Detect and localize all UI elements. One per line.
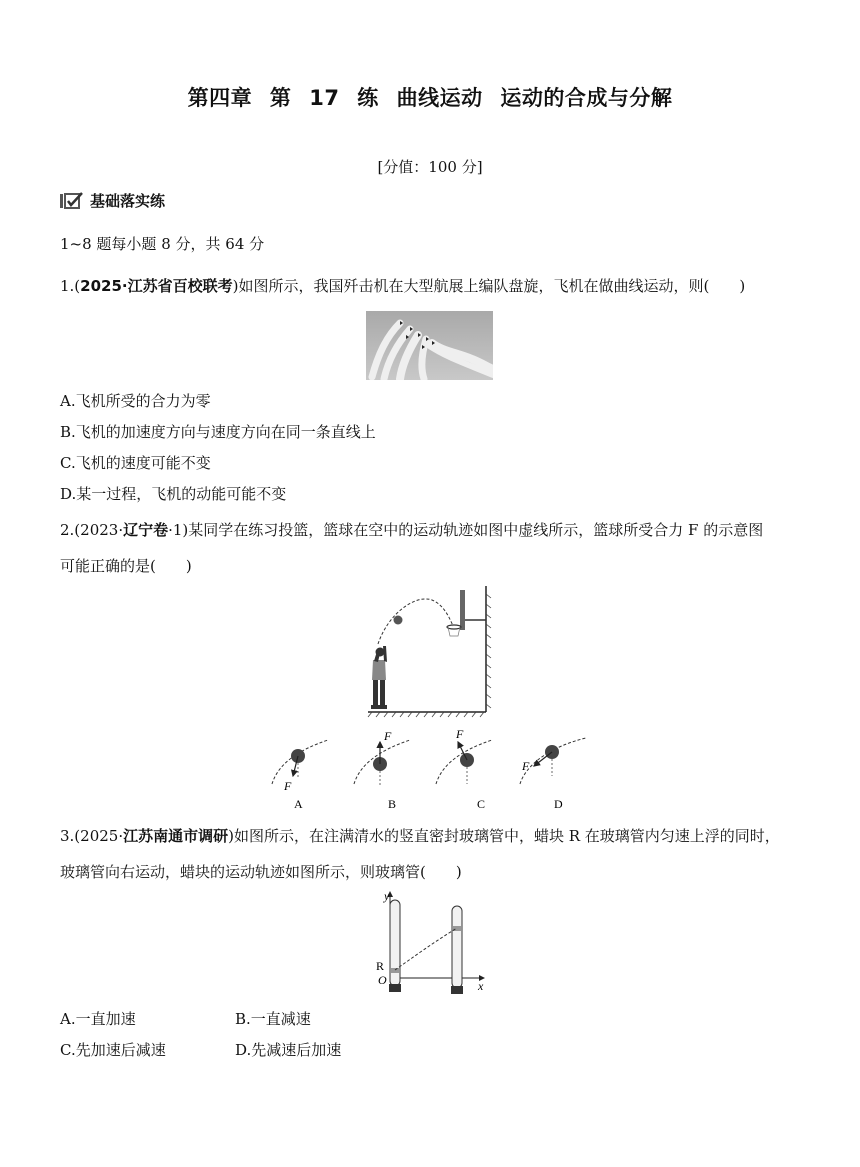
q1-stem [60,276,745,296]
choice-a-diagram [272,740,328,811]
choice-d-force-label: F [522,759,530,773]
choice-a-label: A [294,797,303,811]
block-label: R [376,959,385,973]
page-title: 第四章 第 17 练 曲线运动 运动的合成与分解 [187,86,673,110]
axis-y-label: y [384,889,390,903]
choice-b-diagram [354,729,410,811]
glass-tube-figure [372,886,492,998]
q2-source: 辽宁卷 [123,521,169,539]
q1-number: 1.( [60,277,81,295]
q1-option-c: C.飞机的速度可能不变 [60,454,211,472]
choice-b-label: B [388,797,397,811]
axis-x-label: x [478,979,484,993]
force-diagram-choices [262,728,592,812]
q2-stem-line2: 可能正确的是( ) [60,557,192,575]
q3-option-b: B.一直减速 [235,1010,311,1028]
q2-stem-line1 [60,520,763,540]
q3-stem-line1 [60,826,780,846]
q1-option-a: A.飞机所受的合力为零 [60,392,211,410]
q1-option-d: D.某一过程，飞机的动能可能不变 [60,485,287,503]
choice-b-force-label: F [384,729,392,743]
choice-a-force-label: F [284,779,292,793]
choice-c-force-label: F [456,728,464,741]
section-header [60,190,165,211]
q2-number: 2.(2023· [60,521,124,539]
choice-c-diagram [436,728,492,811]
choice-d-label: D [554,797,563,811]
section-label: 基础落实练 [90,192,166,210]
choice-d-diagram [520,738,586,811]
q3-stem-line2: 玻璃管向右运动，蜡块的运动轨迹如图所示，则玻璃管( ) [60,863,462,881]
basketball-scene-figure [360,584,494,720]
q3-source: 江苏南通市调研 [123,827,229,845]
choice-c-label: C [477,797,486,811]
q3-text-1: )如图所示，在注满清水的竖直密封玻璃管中，蜡块 R 在玻璃管内匀速上浮的同时， [228,827,780,845]
score-label: [分值：100 分] [377,158,483,176]
q3-number: 3.(2025· [60,827,124,845]
section-note: 1~8 题每小题 8 分，共 64 分 [60,235,265,253]
q2-text-1: ·1)某同学在练习投篮，篮球在空中的运动轨迹如图中虚线所示，篮球所受合力 F 的示意图 [168,521,764,539]
q1-source: 2025·江苏省百校联考 [80,277,233,295]
jet-formation-photo [366,311,493,380]
q3-option-a: A.一直加速 [60,1010,136,1028]
origin-label: O [378,973,387,987]
q3-option-d: D.先减速后加速 [235,1041,342,1059]
q3-option-c: C.先加速后减速 [60,1041,166,1059]
q1-option-b: B.飞机的加速度方向与速度方向在同一条直线上 [60,423,376,441]
q1-text: )如图所示，我国歼击机在大型航展上编队盘旋，飞机在做曲线运动，则( ) [232,277,746,295]
checkbox-check-icon [60,192,84,210]
